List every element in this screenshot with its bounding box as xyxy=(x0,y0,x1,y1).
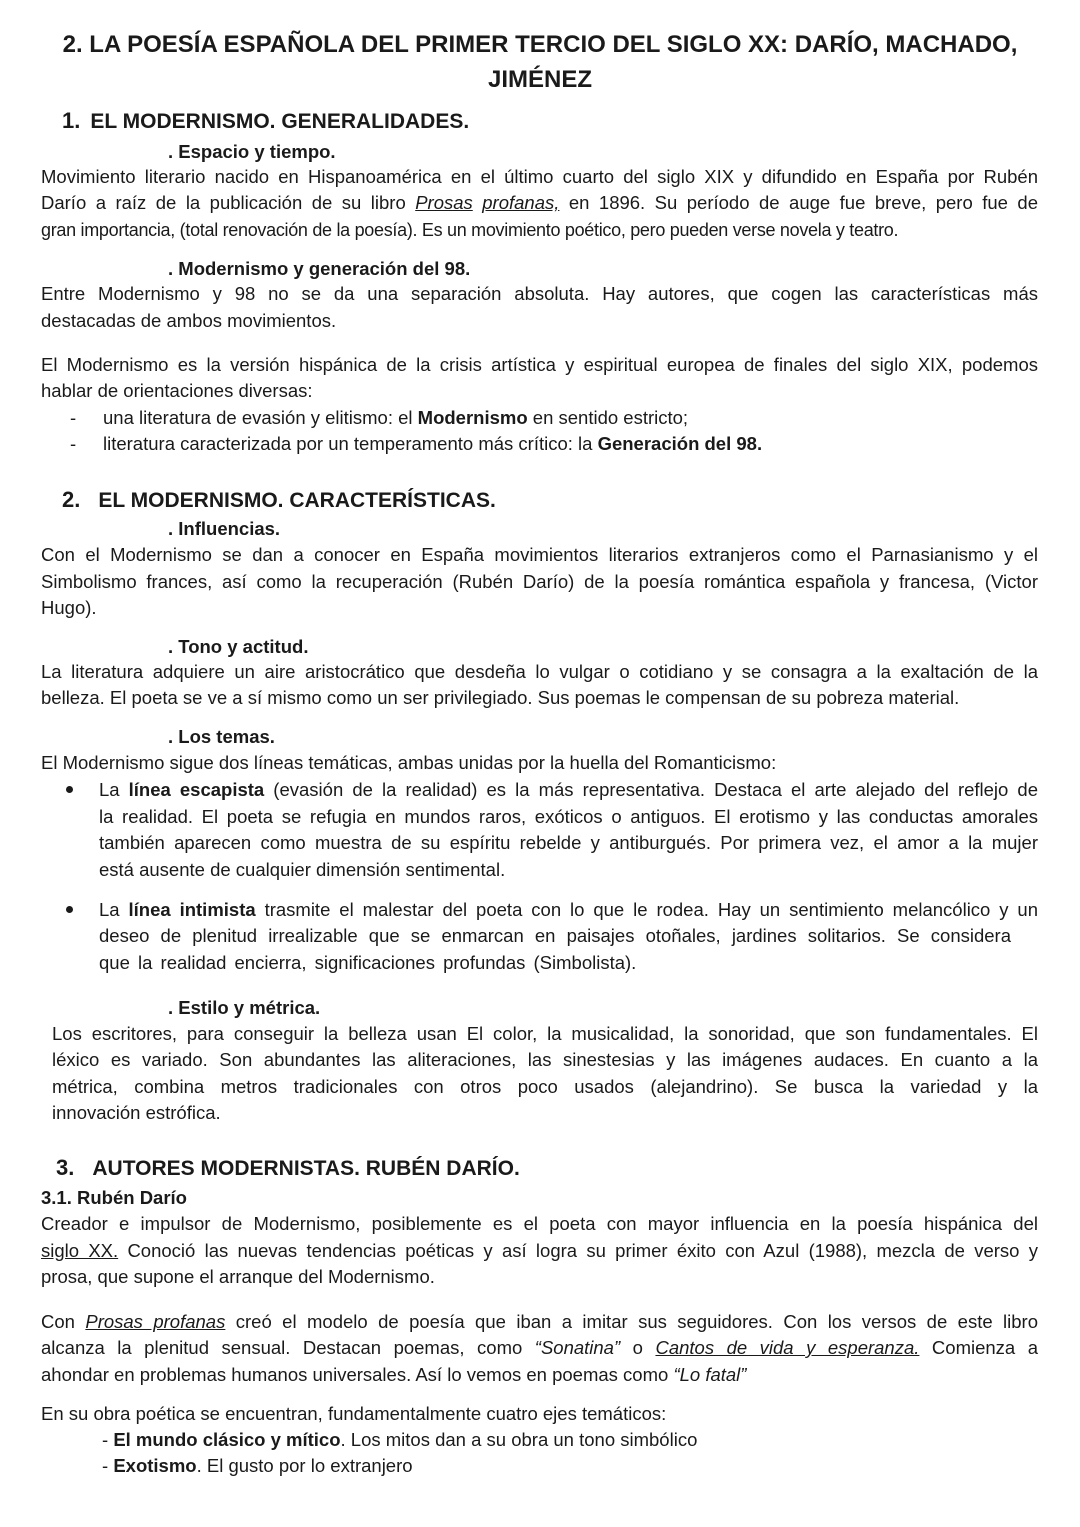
paragraph-line: Hugo). xyxy=(41,597,97,618)
book-title: Cantos de vida y esperanza. xyxy=(655,1337,920,1358)
text-run: Conoció las nuevas tendencias poéticas y así logra su primer éxito con Azul (1988), mezcla de verso y xyxy=(118,1240,1038,1261)
text-run: en 1896. Su período de auge fue breve, pero fue de xyxy=(568,192,1038,213)
list-dash: - xyxy=(70,407,77,428)
paragraph-line: destacadas de ambos movimientos. xyxy=(41,310,337,331)
bold-term: Modernismo xyxy=(417,407,528,428)
paragraph-line xyxy=(41,1362,1038,1389)
list-dash: - xyxy=(70,433,77,454)
subheading-temas: . Los temas. xyxy=(168,726,275,747)
paragraph-line: Entre Modernismo y 98 no se da una separación absoluta. Hay autores, que cogen las características más xyxy=(41,283,1038,304)
subheading-influencias: . Influencias. xyxy=(168,518,281,539)
text-run: literatura caracterizada por un temperamento más crítico: la xyxy=(103,433,598,454)
book-title: Prosas profanas xyxy=(85,1311,226,1332)
bullet-line: la realidad. El poeta se refugia en mundos raros, exóticos o antiguos. El erotismo y las conductas amorales xyxy=(99,806,1038,827)
list-item-generacion-98 xyxy=(103,431,762,457)
text-run: Con xyxy=(41,1311,86,1332)
text-run: - xyxy=(102,1455,114,1476)
subheading-modernismo-98: . Modernismo y generación del 98. xyxy=(168,258,471,279)
text-run: La xyxy=(99,779,129,800)
paragraph-line: léxico es variado. Son abundantes las aliteraciones, las sinestesias y las imágenes audaces. En cuanto a la xyxy=(52,1049,1038,1070)
subheading-estilo-metrica: . Estilo y métrica. xyxy=(168,997,321,1018)
text-run: una literatura de evasión y elitismo: el xyxy=(103,407,418,428)
text-run: La xyxy=(99,899,129,920)
text-run: o xyxy=(620,1337,656,1358)
subheading-espacio-tiempo: . Espacio y tiempo. xyxy=(168,141,336,162)
text-run: ahondar en problemas humanos universales. Así lo vemos en poemas como xyxy=(41,1364,674,1385)
section-3-title: AUTORES MODERNISTAS. RUBÉN DARÍO. xyxy=(92,1157,520,1180)
section-1-title: EL MODERNISMO. GENERALIDADES. xyxy=(90,110,470,133)
list-item-exotismo xyxy=(102,1453,413,1479)
bullet-line: también aparecen como muestra de su espíritu rebelde y antiburgués. Por primera vez, el amor a la mujer xyxy=(99,832,1038,853)
paragraph-line: Creador e impulsor de Modernismo, posiblemente es el poeta con mayor influencia en la poesía hispánica del xyxy=(41,1213,1038,1234)
paragraph-line xyxy=(41,1335,1038,1362)
bullet-line xyxy=(99,777,1038,804)
paragraph-line: Simbolismo frances, así como la recuperación (Rubén Darío) de la poesía romántica española y francesa, (Victor xyxy=(41,571,1038,592)
book-title-profanas: profanas, xyxy=(482,192,560,213)
text-run: en sentido estricto; xyxy=(527,407,689,428)
paragraph-line: Movimiento literario nacido en Hispanoamérica en el último cuarto del siglo XIX y difundido en España por Rubén xyxy=(41,166,1038,187)
paragraph-line: En su obra poética se encuentran, fundamentalmente cuatro ejes temáticos: xyxy=(41,1403,667,1424)
paragraph-line xyxy=(41,190,1038,217)
paragraph-line: La literatura adquiere un aire aristocrático que desdeña lo vulgar o cotidiano y se consagra a la exaltación de la xyxy=(41,661,1038,682)
text-run: trasmite el malestar del poeta con lo que le rodea. Hay un sentimiento melancólico y un xyxy=(255,899,1039,920)
paragraph-line xyxy=(41,1309,1038,1336)
paragraph-line: Con el Modernismo se dan a conocer en España movimientos literarios extranjeros como el Parnasianismo y el xyxy=(41,544,1038,565)
bullet-icon xyxy=(66,906,73,913)
section-3-heading xyxy=(56,1155,520,1182)
bullet-line: deseo de plenitud irrealizable que se enmarcan en paisajes otoñales, jardines solitarios. Se considera xyxy=(99,925,1011,946)
paragraph-line: El Modernismo sigue dos líneas temáticas, ambas unidas por la huella del Romanticismo: xyxy=(41,752,777,773)
bold-term: Generación del 98. xyxy=(597,433,763,454)
text-run: alcanza la plenitud sensual. Destacan poemas, como xyxy=(41,1337,535,1358)
list-item-modernismo xyxy=(103,405,688,431)
paragraph-line: gran importancia, (total renovación de la poesía). Es un movimiento poético, pero pueden verse novela y teatro. xyxy=(41,220,899,240)
text-run: . Los mitos dan a su obra un tono simbólico xyxy=(340,1429,698,1450)
bold-term: línea intimista xyxy=(128,899,256,920)
paragraph-line: métrica, combina metros tradicionales con otros poco usados (alejandrino). Se busca la variedad y la xyxy=(52,1076,1038,1097)
text-run: creó el modelo de poesía que iban a imitar sus seguidores. Con los versos de este libro xyxy=(225,1311,1038,1332)
text-run: . El gusto por lo extranjero xyxy=(196,1455,413,1476)
paragraph-line: belleza. El poeta se ve a sí mismo como un ser privilegiado. Sus poemas le compensan de su pobreza material. xyxy=(41,687,960,708)
section-3-number: 3. xyxy=(56,1155,75,1180)
bold-term: línea escapista xyxy=(128,779,265,800)
section-2-number: 2. xyxy=(62,487,81,512)
bullet-icon xyxy=(66,786,73,793)
paragraph-line: El Modernismo es la versión hispánica de la crisis artística y espiritual europea de finales del siglo XIX, podemos xyxy=(41,354,1038,375)
bullet-line: está ausente de cualquier dimensión sentimental. xyxy=(99,859,506,880)
subheading-ruben-dario: 3.1. Rubén Darío xyxy=(41,1187,187,1208)
poem-title: “Sonatina” xyxy=(534,1337,621,1358)
bullet-line: que la realidad encierra, significaciones profundas (Simbolista). xyxy=(99,952,637,973)
document-title-line-2: JIMÉNEZ xyxy=(487,66,592,93)
paragraph-line: hablar de orientaciones diversas: xyxy=(41,380,313,401)
section-1-heading xyxy=(62,108,469,135)
text-run: - xyxy=(102,1429,114,1450)
book-title-prosas: Prosas xyxy=(415,192,473,213)
bold-term: Exotismo xyxy=(113,1455,197,1476)
section-2-title: EL MODERNISMO. CARACTERÍSTICAS. xyxy=(98,489,496,512)
subheading-tono-actitud: . Tono y actitud. xyxy=(168,636,309,657)
list-item-mundo-clasico xyxy=(102,1427,697,1453)
section-1-number: 1. xyxy=(62,108,81,133)
poem-title: “Lo fatal” xyxy=(673,1364,747,1385)
text-run: Comienza a xyxy=(919,1337,1038,1358)
paragraph-line: innovación estrófica. xyxy=(52,1102,221,1123)
bullet-line xyxy=(99,897,1038,924)
document-title-line-1: 2. LA POESÍA ESPAÑOLA DEL PRIMER TERCIO DEL SIGLO XX: DARÍO, MACHADO, xyxy=(62,31,1018,58)
section-2-heading xyxy=(62,487,496,514)
bold-term: El mundo clásico y mítico xyxy=(113,1429,341,1450)
paragraph-line xyxy=(41,1238,1038,1265)
paragraph-line: prosa, que supone el arranque del Modernismo. xyxy=(41,1266,435,1287)
text-run: (evasión de la realidad) es la más representativa. Destaca el arte alejado del reflejo de xyxy=(264,779,1038,800)
underlined-text: siglo XX. xyxy=(41,1240,119,1261)
text-run: Darío a raíz de la publicación de su libro xyxy=(41,192,406,213)
paragraph-line: Los escritores, para conseguir la belleza usan El color, la musicalidad, la sonoridad, que son fundamentales. El xyxy=(52,1023,1038,1044)
